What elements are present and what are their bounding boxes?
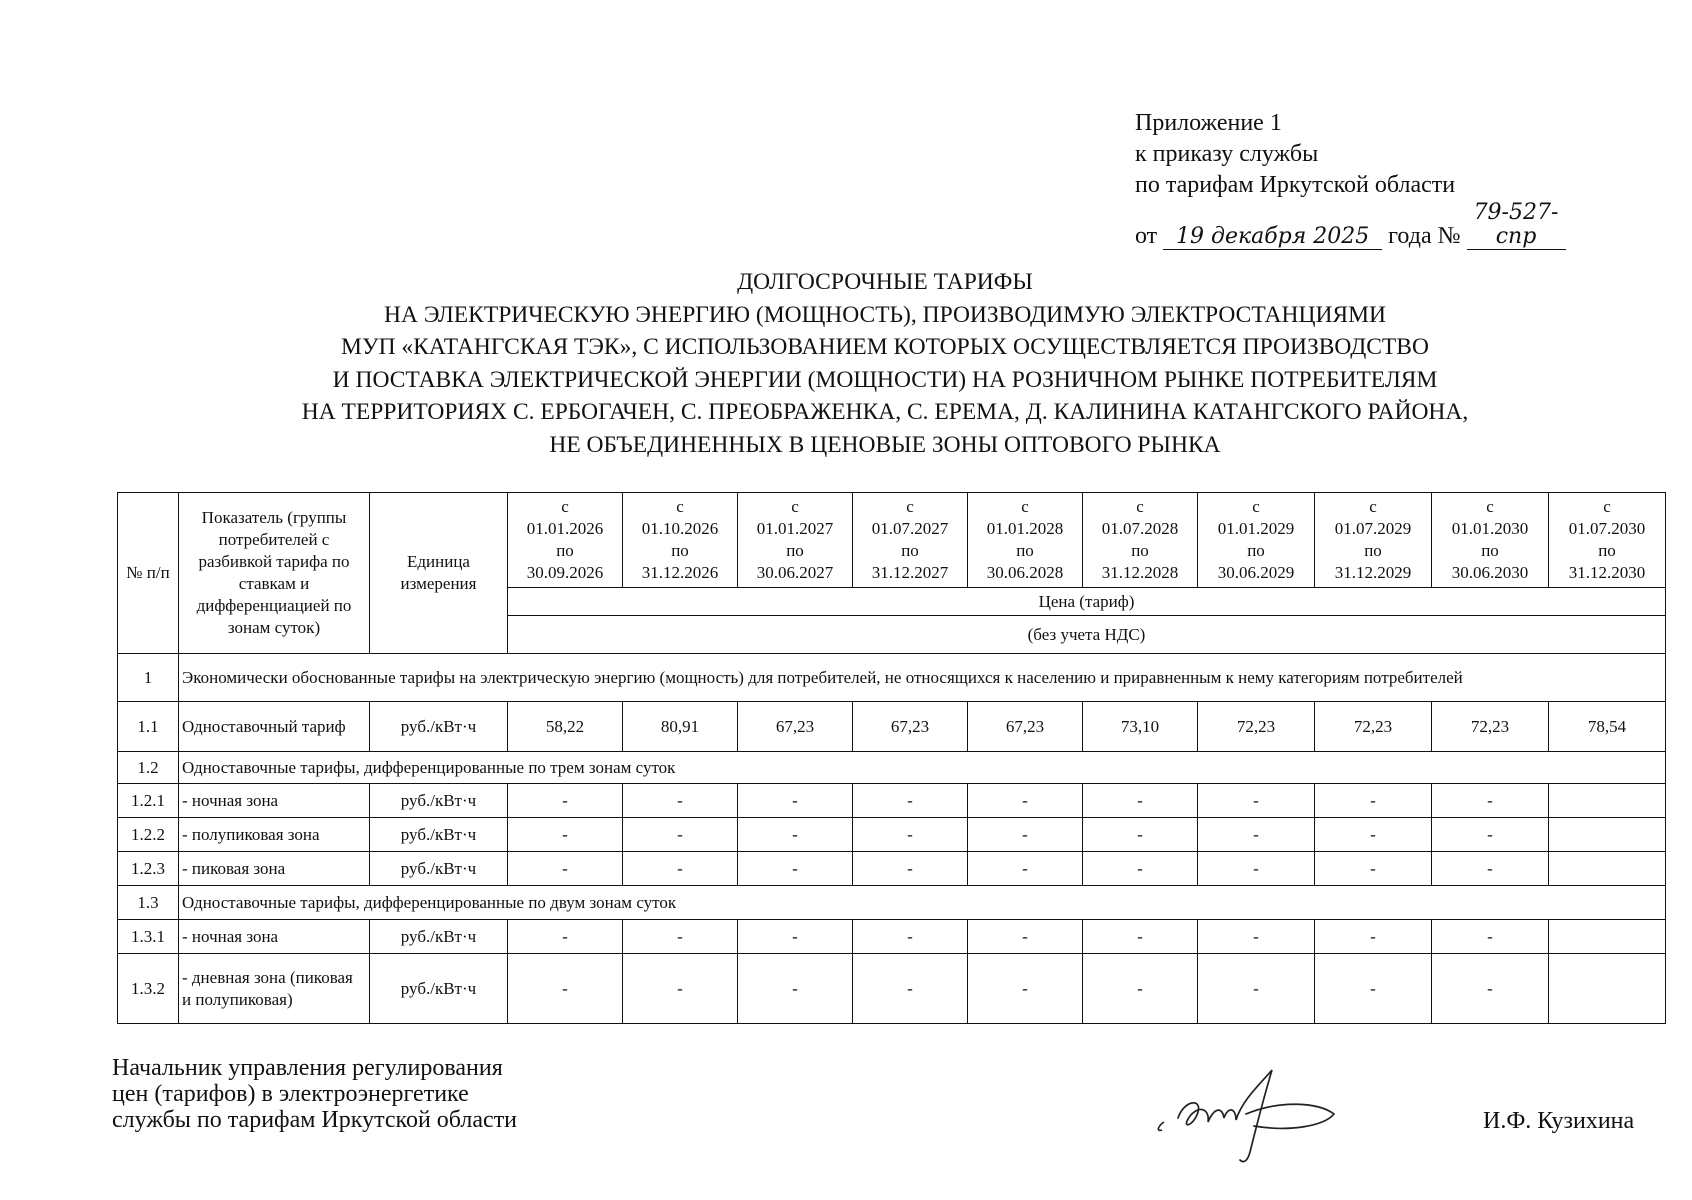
- tariff-value: -: [968, 920, 1083, 954]
- table-header-row: [118, 493, 1666, 588]
- tariff-value: [1549, 852, 1666, 886]
- row-num: 1.2.1: [118, 784, 179, 818]
- tariff-value: -: [508, 852, 623, 886]
- appendix-line-1: Приложение 1: [1135, 110, 1282, 136]
- tariff-value: -: [1315, 920, 1432, 954]
- tariff-value: -: [968, 954, 1083, 1024]
- header-indicator: Показатель (группы потребителей с разбивкой тарифа по ставкам и дифференциацией по зонам суток): [179, 493, 370, 654]
- tariff-value: -: [1198, 818, 1315, 852]
- period-header: с 01.01.2030 по 30.06.2030: [1432, 493, 1549, 588]
- row-unit: руб./кВт·ч: [370, 702, 508, 752]
- header-num: № п/п: [118, 493, 179, 654]
- tariff-value: 67,23: [853, 702, 968, 752]
- tariff-value: -: [623, 954, 738, 1024]
- tariff-value: 72,23: [1315, 702, 1432, 752]
- order-number: 79-527-спр: [1467, 201, 1566, 250]
- row-name: - полупиковая зона: [179, 818, 370, 852]
- row-unit: руб./кВт·ч: [370, 818, 508, 852]
- tariff-value: -: [968, 784, 1083, 818]
- period-header: с 01.01.2029 по 30.06.2029: [1198, 493, 1315, 588]
- row-name: - дневная зона (пиковая и полупиковая): [179, 954, 370, 1024]
- row-num: 1.3.1: [118, 920, 179, 954]
- tariff-value: -: [1198, 852, 1315, 886]
- tariff-value: -: [738, 818, 853, 852]
- tariff-value: -: [1315, 954, 1432, 1024]
- tariff-value: -: [1315, 784, 1432, 818]
- row-num: 1.3.2: [118, 954, 179, 1024]
- period-header: с 01.01.2026 по 30.09.2026: [508, 493, 623, 588]
- row-name: Одноставочный тариф: [179, 702, 370, 752]
- header-price: Цена (тариф): [508, 588, 1666, 616]
- tariff-value: -: [853, 954, 968, 1024]
- tariff-value: [1549, 954, 1666, 1024]
- row-num: 1.2: [118, 752, 179, 784]
- tariff-value: -: [1432, 954, 1549, 1024]
- appendix-line-3: по тарифам Иркутской области: [1135, 172, 1456, 198]
- tariff-value: -: [1198, 920, 1315, 954]
- table-row: [118, 818, 1666, 852]
- tariff-value: -: [1083, 954, 1198, 1024]
- section-text: Одноставочные тарифы, дифференцированные по двум зонам суток: [179, 886, 1666, 920]
- tariff-value: -: [1432, 920, 1549, 954]
- tariff-value: -: [623, 852, 738, 886]
- row-num: 1: [118, 654, 179, 702]
- tariff-value: -: [1432, 852, 1549, 886]
- tariff-value: 73,10: [1083, 702, 1198, 752]
- tariff-value: -: [738, 954, 853, 1024]
- tariff-value: -: [738, 784, 853, 818]
- tariff-value: 67,23: [738, 702, 853, 752]
- appendix-line-2: к приказу службы: [1135, 141, 1319, 167]
- tariff-value: [1549, 818, 1666, 852]
- section-text: Одноставочные тарифы, дифференцированные по трем зонам суток: [179, 752, 1666, 784]
- tariff-value: -: [738, 852, 853, 886]
- row-unit: руб./кВт·ч: [370, 954, 508, 1024]
- tariff-value: -: [853, 784, 968, 818]
- title-line-4: И ПОСТАВКА ЭЛЕКТРИЧЕСКОЙ ЭНЕРГИИ (МОЩНОСТИ) НА РОЗНИЧНОМ РЫНКЕ ПОТРЕБИТЕЛЯМ: [332, 366, 1438, 393]
- header-unit: Единица измерения: [370, 493, 508, 654]
- row-name: - ночная зона: [179, 920, 370, 954]
- row-num: 1.2.3: [118, 852, 179, 886]
- row-name: - пиковая зона: [179, 852, 370, 886]
- tariff-value: -: [623, 818, 738, 852]
- table-row: [118, 852, 1666, 886]
- title-line-2: НА ЭЛЕКТРИЧЕСКУЮ ЭНЕРГИЮ (МОЩНОСТЬ), ПРОИЗВОДИМУЮ ЭЛЕКТРОСТАНЦИЯМИ: [384, 301, 1386, 328]
- tariff-value: -: [853, 852, 968, 886]
- row-num: 1.2.2: [118, 818, 179, 852]
- signatory-name: И.Ф. Кузихина: [1483, 1108, 1635, 1134]
- tariff-value: -: [508, 818, 623, 852]
- table-row: [118, 702, 1666, 752]
- row-unit: руб./кВт·ч: [370, 920, 508, 954]
- tariff-value: 72,23: [1432, 702, 1549, 752]
- title-line-1: ДОЛГОСРОЧНЫЕ ТАРИФЫ: [737, 269, 1033, 295]
- period-header: с 01.07.2027 по 31.12.2027: [853, 493, 968, 588]
- tariff-value: -: [853, 818, 968, 852]
- tariff-value: -: [1083, 920, 1198, 954]
- table-row: [118, 784, 1666, 818]
- appendix-block: [1135, 108, 1566, 252]
- period-header: с 01.07.2030 по 31.12.2030: [1549, 493, 1666, 588]
- tariff-value: -: [1198, 954, 1315, 1024]
- tariff-value: -: [968, 852, 1083, 886]
- row-name: - ночная зона: [179, 784, 370, 818]
- period-header: с 01.01.2027 по 30.06.2027: [738, 493, 853, 588]
- tariff-value: -: [968, 818, 1083, 852]
- tariff-value: 67,23: [968, 702, 1083, 752]
- title-line-5: НА ТЕРРИТОРИЯХ С. ЕРБОГАЧЕН, С. ПРЕОБРАЖЕНКА, С. ЕРЕМА, Д. КАЛИНИНА КАТАНГСКОГО РАЙОНА,: [301, 399, 1469, 425]
- tariff-value: -: [1315, 818, 1432, 852]
- tariff-value: -: [1198, 784, 1315, 818]
- tariff-value: 78,54: [1549, 702, 1666, 752]
- tariff-value: -: [1083, 784, 1198, 818]
- section-row: [118, 752, 1666, 784]
- appendix-from: от: [1135, 223, 1158, 249]
- position-line-3: службы по тарифам Иркутской области: [112, 1107, 518, 1133]
- tariff-value: -: [508, 954, 623, 1024]
- tariff-value: -: [623, 920, 738, 954]
- table-row: [118, 954, 1666, 1024]
- period-header: с 01.01.2028 по 30.06.2028: [968, 493, 1083, 588]
- row-num: 1.1: [118, 702, 179, 752]
- tariff-value: -: [1432, 818, 1549, 852]
- period-header: с 01.07.2028 по 31.12.2028: [1083, 493, 1198, 588]
- document-title: [110, 266, 1660, 461]
- tariff-value: 58,22: [508, 702, 623, 752]
- section-text: Экономически обоснованные тарифы на электрическую энергию (мощность) для потребителей, не относящихся к населению и приравненным к нему категориям потребителей: [179, 654, 1666, 702]
- title-line-6: НЕ ОБЪЕДИНЕННЫХ В ЦЕНОВЫЕ ЗОНЫ ОПТОВОГО РЫНКА: [549, 431, 1221, 458]
- section-row: [118, 654, 1666, 702]
- row-unit: руб./кВт·ч: [370, 784, 508, 818]
- tariff-table: [117, 492, 1666, 1024]
- position-line-1: Начальник управления регулирования: [112, 1055, 503, 1081]
- tariff-value: -: [1083, 852, 1198, 886]
- tariff-value: -: [1315, 852, 1432, 886]
- appendix-year-word: года №: [1388, 223, 1461, 249]
- period-header: с 01.10.2026 по 31.12.2026: [623, 493, 738, 588]
- tariff-value: -: [1432, 784, 1549, 818]
- tariff-value: -: [738, 920, 853, 954]
- signatory-position: [112, 1055, 517, 1133]
- tariff-value: -: [623, 784, 738, 818]
- tariff-value: [1549, 784, 1666, 818]
- table-row: [118, 920, 1666, 954]
- order-date: 19 декабря 2025: [1163, 225, 1382, 250]
- row-num: 1.3: [118, 886, 179, 920]
- tariff-value: 72,23: [1198, 702, 1315, 752]
- tariff-value: -: [853, 920, 968, 954]
- section-row: [118, 886, 1666, 920]
- period-header: с 01.07.2029 по 31.12.2029: [1315, 493, 1432, 588]
- appendix-line-4: [1135, 201, 1566, 252]
- tariff-value: -: [508, 920, 623, 954]
- header-vat: (без учета НДС): [508, 616, 1666, 654]
- tariff-value: -: [508, 784, 623, 818]
- tariff-value: -: [1083, 818, 1198, 852]
- title-line-3: МУП «КАТАНГСКАЯ ТЭК», С ИСПОЛЬЗОВАНИЕМ КОТОРЫХ ОСУЩЕСТВЛЯЕТСЯ ПРОИЗВОДСТВО: [341, 334, 1429, 360]
- row-unit: руб./кВт·ч: [370, 852, 508, 886]
- tariff-value: 80,91: [623, 702, 738, 752]
- position-line-2: цен (тарифов) в электроэнергетике: [112, 1081, 469, 1107]
- handwritten-signature: [1150, 1060, 1350, 1170]
- tariff-value: [1549, 920, 1666, 954]
